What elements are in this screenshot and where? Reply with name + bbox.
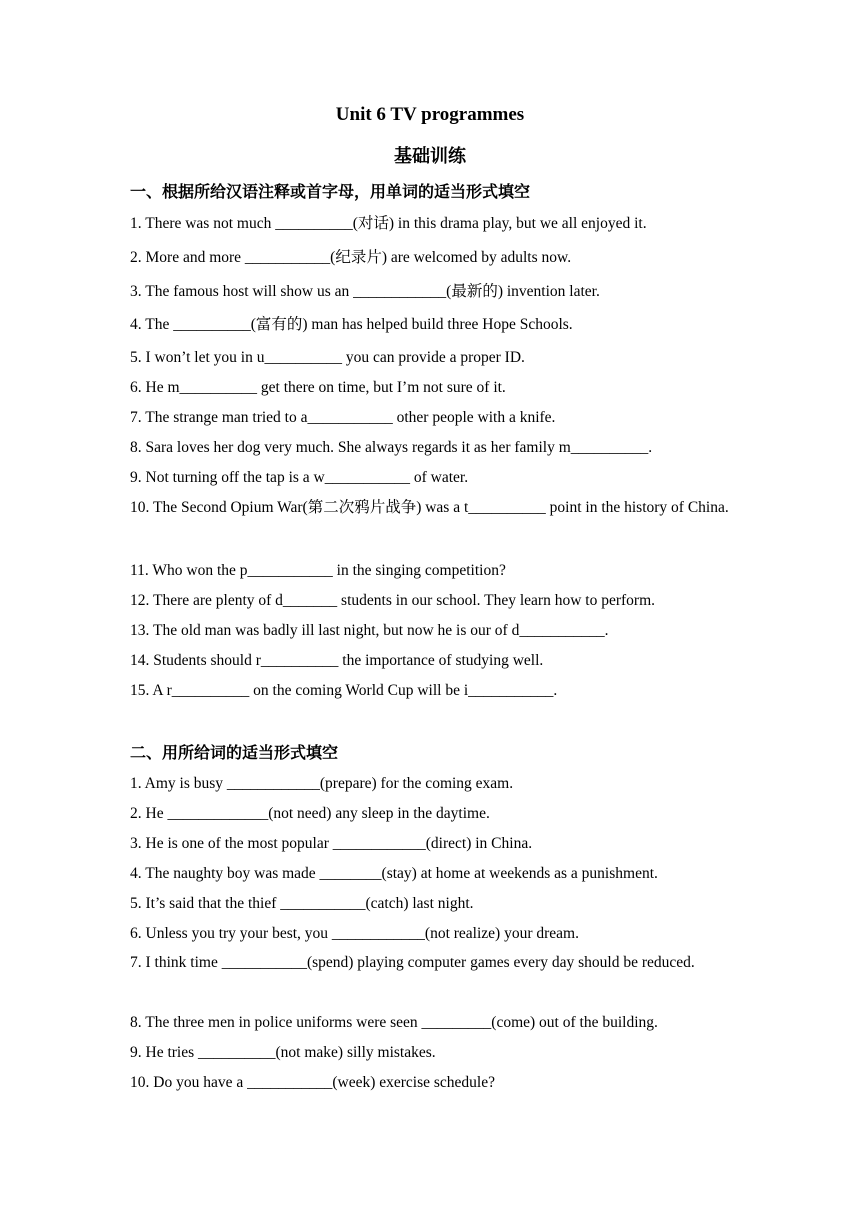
question-item: 11. Who won the p___________ in the singing competition? <box>130 562 506 579</box>
question-item: 4. The __________(富有的) man has helped build three Hope Schools. <box>130 316 573 333</box>
question-item: 10. Do you have a ___________(week) exercise schedule? <box>130 1074 495 1091</box>
question-item: 10. The Second Opium War(第二次鸦片战争) was a t__________ point in the history of China. <box>130 499 729 516</box>
question-item: 6. He m__________ get there on time, but I’m not sure of it. <box>130 379 506 396</box>
question-item: 3. The famous host will show us an ____________(最新的) invention later. <box>130 283 600 300</box>
question-item: 12. There are plenty of d_______ students in our school. They learn how to perform. <box>130 592 656 609</box>
question-item: 5. It’s said that the thief ___________(catch) last night. <box>130 895 474 912</box>
question-item: 1. There was not much __________(对话) in this drama play, but we all enjoyed it. <box>130 215 647 232</box>
question-item: 15. A r__________ on the coming World Cup will be i___________. <box>130 682 558 699</box>
question-item: 1. Amy is busy ____________(prepare) for the coming exam. <box>130 775 514 792</box>
question-item: 3. He is one of the most popular ____________(direct) in China. <box>130 835 533 852</box>
question-item: 9. He tries __________(not make) silly mistakes. <box>130 1044 436 1061</box>
question-item: 8. The three men in police uniforms were seen _________(come) out of the building. <box>130 1014 658 1031</box>
page-subtitle: 基础训练 <box>394 146 466 167</box>
question-item: 7. The strange man tried to a___________ other people with a knife. <box>130 409 556 426</box>
question-item: 7. I think time ___________(spend) playing computer games every day should be reduced. <box>130 954 695 971</box>
question-item: 2. He _____________(not need) any sleep in the daytime. <box>130 805 490 822</box>
section-2-heading: 二、用所给词的适当形式填空 <box>130 743 339 762</box>
section-1-heading: 一、根据所给汉语注释或首字母，用单词的适当形式填空 <box>130 182 531 201</box>
question-item: 9. Not turning off the tap is a w___________ of water. <box>130 469 469 486</box>
page-title: Unit 6 TV programmes <box>335 104 525 125</box>
question-item: 2. More and more ___________(纪录片) are welcomed by adults now. <box>130 249 572 266</box>
question-item: 5. I won’t let you in u__________ you can provide a proper ID. <box>130 349 525 366</box>
question-item: 14. Students should r__________ the importance of studying well. <box>130 652 544 669</box>
question-item: 4. The naughty boy was made ________(stay) at home at weekends as a punishment. <box>130 865 658 882</box>
question-item: 6. Unless you try your best, you ____________(not realize) your dream. <box>130 925 579 942</box>
question-item: 13. The old man was badly ill last night, but now he is our of d___________. <box>130 622 609 639</box>
question-item: 8. Sara loves her dog very much. She always regards it as her family m__________. <box>130 439 653 456</box>
